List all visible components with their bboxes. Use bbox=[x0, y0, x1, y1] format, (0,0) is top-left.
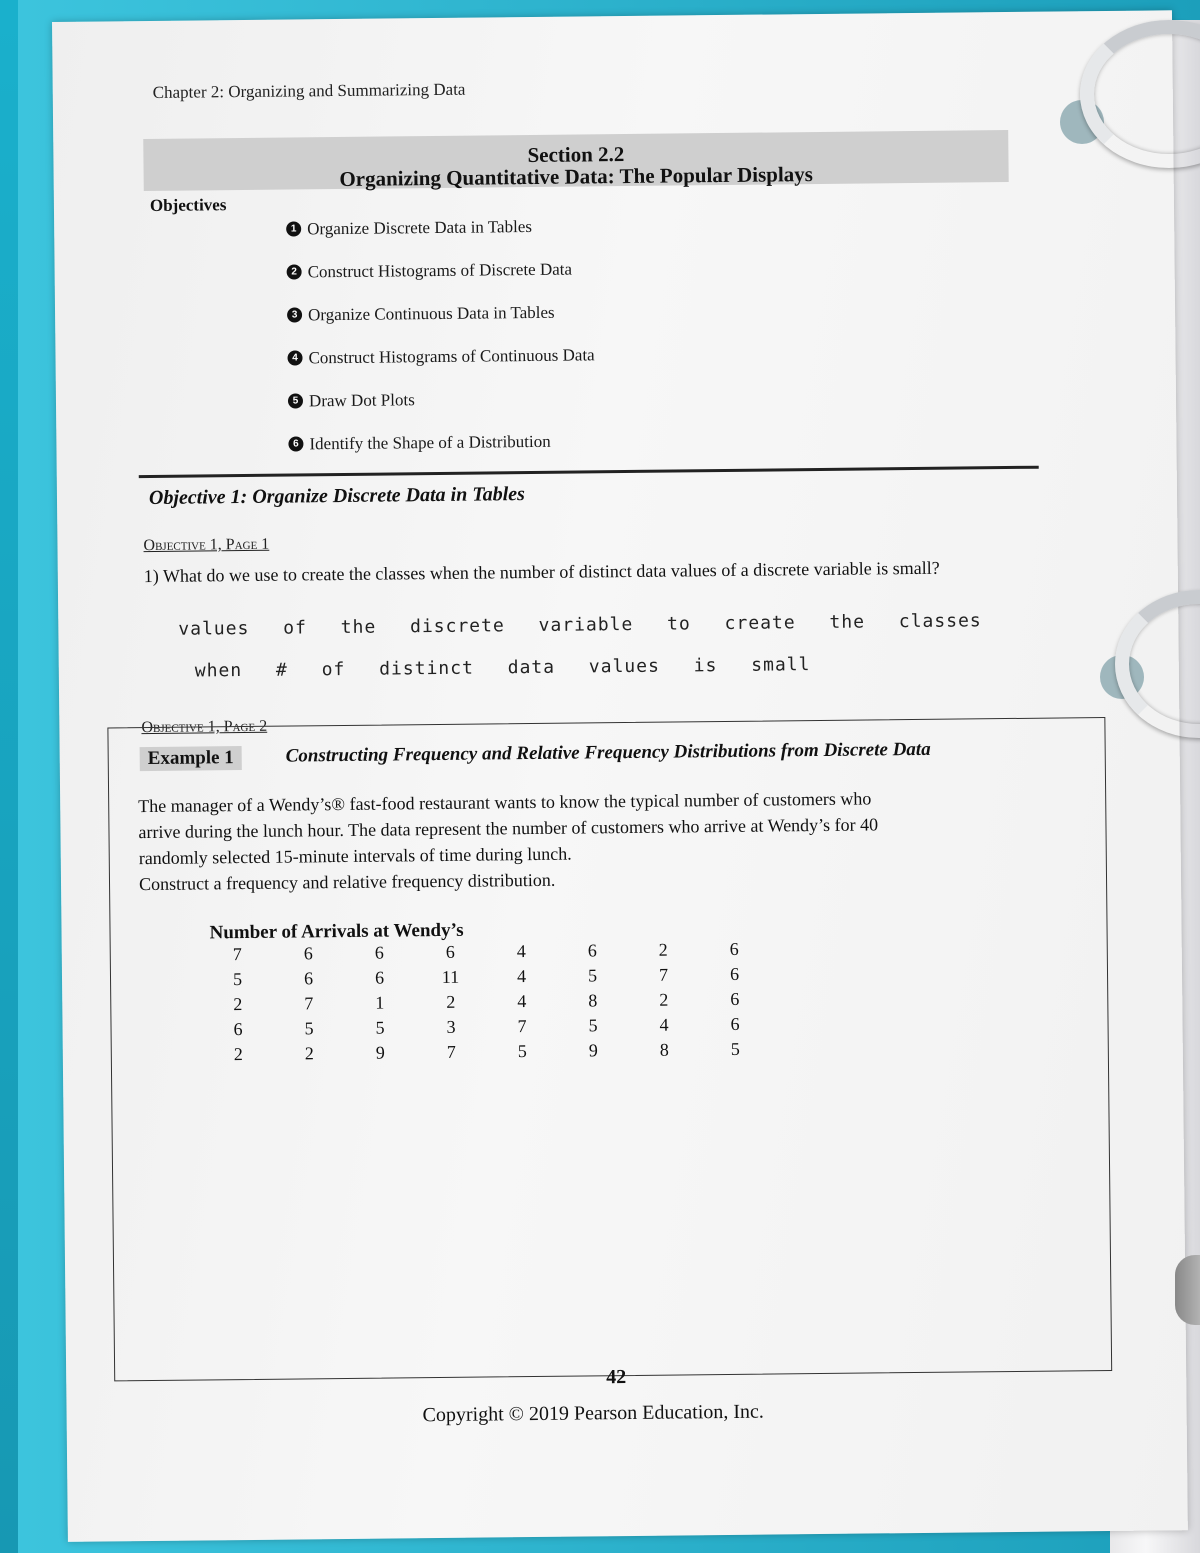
table-cell: 6 bbox=[587, 940, 597, 961]
handwritten-answer-line-1: values of the discrete variable to create the classes bbox=[178, 610, 982, 640]
table-cell: 7 bbox=[304, 993, 314, 1014]
binder-ring-icon bbox=[1175, 1255, 1200, 1325]
bullet-number-icon: 4 bbox=[287, 350, 302, 365]
table-cell: 5 bbox=[375, 1017, 385, 1038]
table-cell: 2 bbox=[304, 1043, 314, 1064]
table-cell: 4 bbox=[516, 966, 527, 987]
data-table-title: Number of Arrivals at Wendy’s bbox=[209, 919, 464, 944]
handwritten-answer-line-2: when # of distinct data values is small bbox=[194, 654, 811, 682]
table-cell: 7 bbox=[517, 1016, 527, 1037]
table-cell: 4 bbox=[516, 941, 526, 962]
table-cell: 6 bbox=[374, 967, 385, 988]
table-cell: 6 bbox=[730, 1013, 740, 1034]
example-body-line: randomly selected 15-minute intervals of time during lunch. bbox=[138, 843, 572, 869]
table-cell: 7 bbox=[446, 1041, 456, 1062]
bullet-number-icon: 2 bbox=[287, 264, 302, 279]
table-cell: 4 bbox=[659, 1014, 669, 1035]
example-body-line: The manager of a Wendy’s® fast-food restaurant wants to know the typical number of customers who bbox=[138, 788, 872, 817]
table-cell: 7 bbox=[658, 964, 669, 985]
worksheet-page bbox=[52, 10, 1188, 1542]
table-cell: 2 bbox=[233, 1044, 243, 1065]
table-cell: 4 bbox=[517, 991, 527, 1012]
bullet-number-icon: 6 bbox=[288, 436, 303, 451]
section-title: Organizing Quantitative Data: The Popular Displays bbox=[339, 162, 814, 191]
table-cell: 6 bbox=[729, 963, 740, 984]
table-cell: 6 bbox=[729, 938, 739, 959]
table-cell: 5 bbox=[730, 1038, 740, 1059]
example-title: Constructing Frequency and Relative Frequency Distributions from Discrete Data bbox=[285, 738, 931, 767]
table-cell: 6 bbox=[303, 968, 314, 989]
table-cell: 7 bbox=[232, 944, 242, 965]
table-cell: 9 bbox=[375, 1042, 385, 1063]
arrivals-data-table bbox=[202, 937, 771, 1068]
table-cell: 2 bbox=[233, 994, 243, 1015]
page-number: 42 bbox=[606, 1366, 627, 1389]
objective-item bbox=[287, 259, 595, 305]
table-cell: 6 bbox=[730, 988, 740, 1009]
table-cell: 8 bbox=[659, 1039, 669, 1060]
objectives-label: Objectives bbox=[149, 195, 227, 215]
bullet-number-icon: 1 bbox=[286, 221, 301, 236]
table-cell: 5 bbox=[232, 969, 243, 990]
table-cell: 3 bbox=[446, 1016, 456, 1037]
table-cell: 5 bbox=[587, 965, 598, 986]
table-cell: 6 bbox=[445, 941, 455, 962]
table-cell: 1 bbox=[375, 992, 385, 1013]
page-reference: Objective 1, Page 1 bbox=[143, 535, 270, 555]
objective-item bbox=[286, 216, 594, 262]
table-cell: 8 bbox=[588, 990, 598, 1011]
table-cell: 5 bbox=[588, 1015, 598, 1036]
objective-text: Organize Discrete Data in Tables bbox=[307, 216, 533, 239]
table-cell: 11 bbox=[441, 966, 460, 987]
bullet-number-icon: 5 bbox=[288, 393, 303, 408]
table-cell: 6 bbox=[233, 1019, 243, 1040]
bullet-number-icon: 3 bbox=[287, 307, 302, 322]
table-cell: 6 bbox=[374, 942, 384, 963]
table-cell: 2 bbox=[446, 991, 456, 1012]
objective-item bbox=[288, 388, 596, 434]
page-reference: Objective 1, Page 2 bbox=[141, 717, 268, 737]
objective-text: Draw Dot Plots bbox=[308, 390, 415, 411]
objectives-list bbox=[286, 216, 596, 477]
example-body-line: arrive during the lunch hour. The data represent the number of customers who arrive at Wendy’s for 40 bbox=[138, 814, 879, 843]
objective-text: Organize Continuous Data in Tables bbox=[307, 302, 555, 325]
objective-text: Identify the Shape of a Distribution bbox=[309, 431, 551, 454]
objective-item bbox=[287, 302, 595, 348]
copyright-notice: Copyright © 2019 Pearson Education, Inc. bbox=[422, 1400, 764, 1427]
objective-text: Construct Histograms of Discrete Data bbox=[307, 259, 573, 282]
example-body bbox=[138, 784, 1049, 898]
table-cell: 6 bbox=[303, 943, 313, 964]
table-cell: 5 bbox=[304, 1018, 314, 1039]
example-body-line: Construct a frequency and relative frequency distribution. bbox=[138, 869, 556, 895]
question-1: 1) What do we use to create the classes when the number of distinct data values of a discrete variable is small? bbox=[143, 557, 940, 587]
example-label: Example 1 bbox=[140, 746, 242, 771]
table-cell: 9 bbox=[588, 1040, 598, 1061]
objective1-heading: Objective 1: Organize Discrete Data in Tables bbox=[148, 483, 525, 510]
table-cell: 2 bbox=[658, 939, 668, 960]
table-cell: 2 bbox=[659, 989, 669, 1010]
chapter-header: Chapter 2: Organizing and Summarizing Data bbox=[152, 79, 466, 102]
section-number: Section 2.2 bbox=[527, 142, 625, 168]
objective-item bbox=[287, 345, 595, 391]
objective-text: Construct Histograms of Continuous Data bbox=[308, 345, 595, 368]
table-cell: 5 bbox=[517, 1041, 527, 1062]
